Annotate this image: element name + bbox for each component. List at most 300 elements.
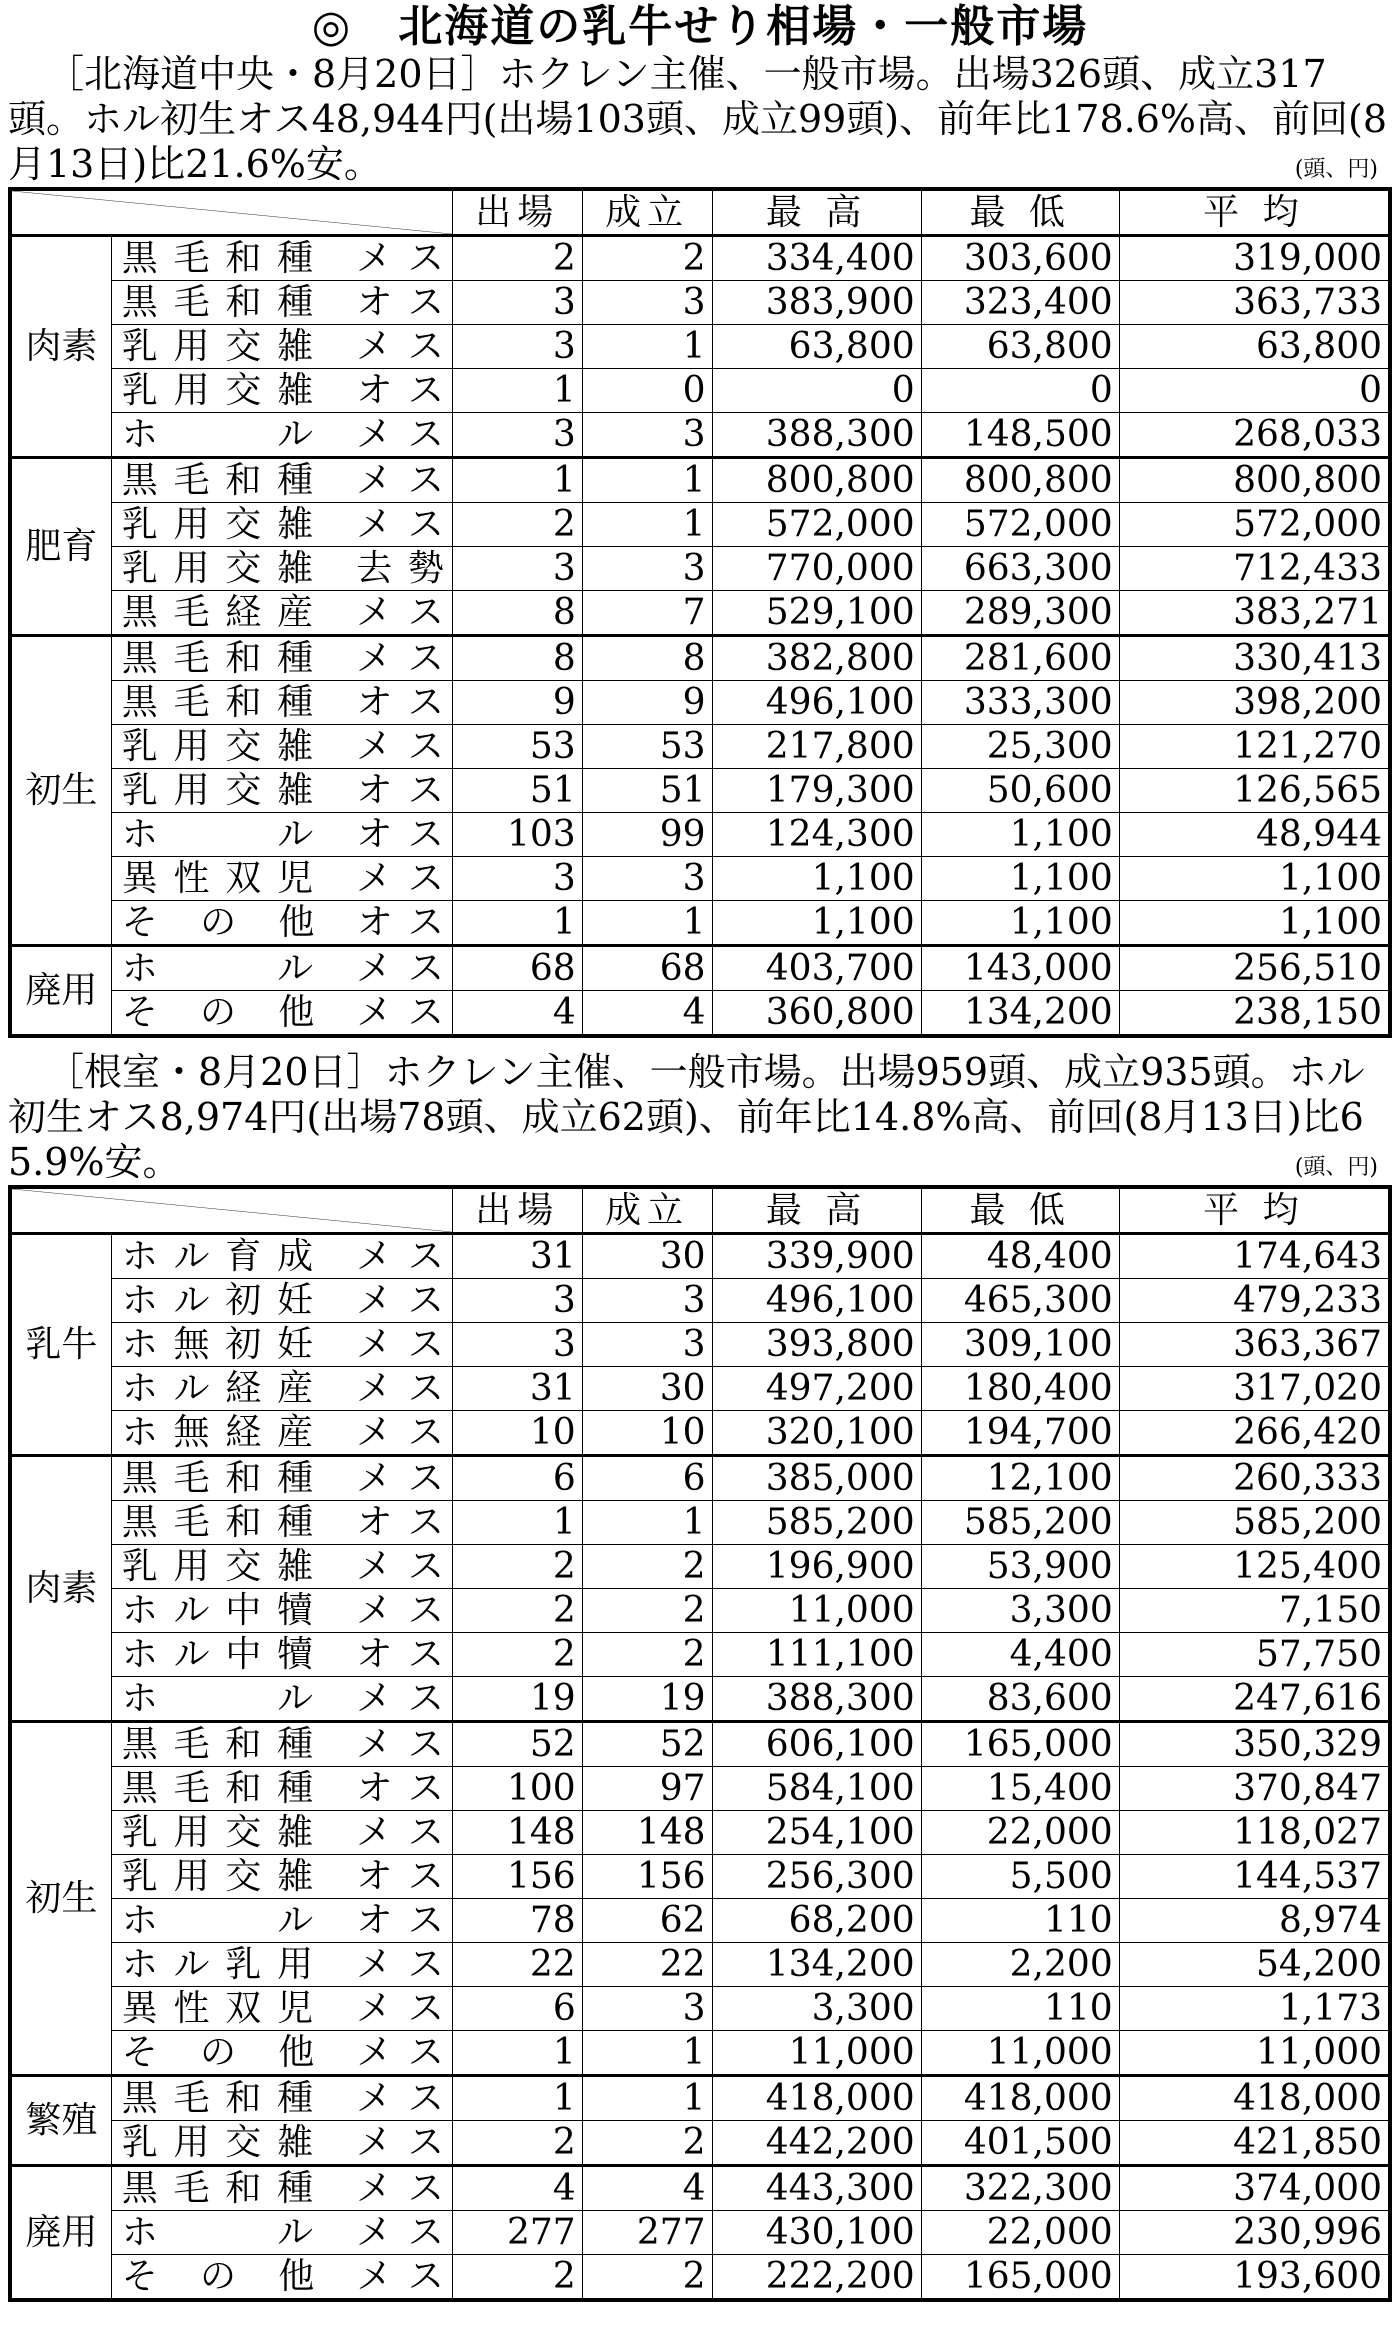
price-high: 800,800: [712, 458, 921, 503]
table-row: [10, 1367, 1390, 1411]
count-sold: 19: [582, 1677, 712, 1722]
table-row: [10, 1456, 1390, 1501]
price-avg: 319,000: [1119, 236, 1390, 281]
table-row: [10, 2255, 1390, 2301]
price-low: 2,200: [921, 1943, 1119, 1987]
price-low: 110: [921, 1899, 1119, 1943]
price-high: 334,400: [712, 236, 921, 281]
table-row: [10, 1589, 1390, 1633]
price-avg: 193,600: [1119, 2255, 1390, 2301]
count-sold: 3: [582, 281, 712, 325]
header-corner-cell: [10, 189, 452, 236]
count-sold: 62: [582, 1899, 712, 1943]
price-low: 572,000: [921, 503, 1119, 547]
count-listed: 2: [452, 1633, 582, 1677]
price-low: 1,100: [921, 813, 1119, 857]
price-low: 48,400: [921, 1234, 1119, 1279]
price-low: 110: [921, 1987, 1119, 2031]
price-high: 217,800: [712, 725, 921, 769]
count-sold: 4: [582, 991, 712, 1037]
item-label: ホル初妊 メス: [111, 1279, 452, 1323]
price-low: 800,800: [921, 458, 1119, 503]
table-row: [10, 1677, 1390, 1722]
item-label: ホ ル メス: [111, 2211, 452, 2255]
column-header: 成立: [582, 189, 712, 236]
price-avg: 383,271: [1119, 591, 1390, 636]
price-low: 180,400: [921, 1367, 1119, 1411]
price-avg: 57,750: [1119, 1633, 1390, 1677]
price-high: 529,100: [712, 591, 921, 636]
count-listed: 53: [452, 725, 582, 769]
count-sold: 156: [582, 1855, 712, 1899]
count-sold: 3: [582, 857, 712, 901]
item-label: 黒毛和種 オス: [111, 1767, 452, 1811]
price-high: 606,100: [712, 1722, 921, 1767]
price-low: 0: [921, 369, 1119, 413]
price-avg: 572,000: [1119, 503, 1390, 547]
price-high: 179,300: [712, 769, 921, 813]
count-listed: 148: [452, 1811, 582, 1855]
table-row: [10, 813, 1390, 857]
count-listed: 3: [452, 325, 582, 369]
count-sold: 68: [582, 946, 712, 991]
count-listed: 10: [452, 1411, 582, 1456]
count-listed: 1: [452, 901, 582, 946]
item-label: 黒毛和種 メス: [111, 236, 452, 281]
price-high: 1,100: [712, 857, 921, 901]
item-label: そ の 他 メス: [111, 991, 452, 1037]
table-row: [10, 236, 1390, 281]
count-listed: 156: [452, 1855, 582, 1899]
count-sold: 2: [582, 236, 712, 281]
price-avg: 230,996: [1119, 2211, 1390, 2255]
count-sold: 4: [582, 2166, 712, 2211]
item-label: 異性双児 メス: [111, 1987, 452, 2031]
price-table: [8, 187, 1392, 1038]
item-label: そ の 他 オス: [111, 901, 452, 946]
price-high: 3,300: [712, 1987, 921, 2031]
count-sold: 3: [582, 547, 712, 591]
count-listed: 1: [452, 369, 582, 413]
count-listed: 4: [452, 991, 582, 1037]
count-listed: 22: [452, 1943, 582, 1987]
price-high: 443,300: [712, 2166, 921, 2211]
table-row: [10, 591, 1390, 636]
price-avg: 126,565: [1119, 769, 1390, 813]
table-row: [10, 281, 1390, 325]
table-row: [10, 857, 1390, 901]
table-row: [10, 369, 1390, 413]
count-listed: 2: [452, 1545, 582, 1589]
count-sold: 9: [582, 681, 712, 725]
count-sold: 1: [582, 503, 712, 547]
price-avg: 54,200: [1119, 1943, 1390, 1987]
price-high: 496,100: [712, 681, 921, 725]
count-listed: 31: [452, 1367, 582, 1411]
price-low: 322,300: [921, 2166, 1119, 2211]
count-sold: 10: [582, 1411, 712, 1456]
price-low: 134,200: [921, 991, 1119, 1037]
table-row: [10, 636, 1390, 681]
count-sold: 2: [582, 1589, 712, 1633]
price-avg: 585,200: [1119, 1501, 1390, 1545]
price-low: 15,400: [921, 1767, 1119, 1811]
count-listed: 1: [452, 2031, 582, 2076]
price-high: 770,000: [712, 547, 921, 591]
price-low: 303,600: [921, 236, 1119, 281]
price-low: 148,500: [921, 413, 1119, 458]
count-listed: 4: [452, 2166, 582, 2211]
item-label: 乳用交雑 去勢: [111, 547, 452, 591]
count-listed: 1: [452, 1501, 582, 1545]
count-listed: 68: [452, 946, 582, 991]
price-avg: 174,643: [1119, 1234, 1390, 1279]
count-listed: 2: [452, 1589, 582, 1633]
table-row: [10, 1987, 1390, 2031]
price-low: 3,300: [921, 1589, 1119, 1633]
price-high: 388,300: [712, 413, 921, 458]
price-low: 53,900: [921, 1545, 1119, 1589]
count-listed: 100: [452, 1767, 582, 1811]
price-high: 360,800: [712, 991, 921, 1037]
price-avg: 330,413: [1119, 636, 1390, 681]
price-low: 323,400: [921, 281, 1119, 325]
price-low: 11,000: [921, 2031, 1119, 2076]
price-high: 196,900: [712, 1545, 921, 1589]
price-high: 254,100: [712, 1811, 921, 1855]
price-low: 22,000: [921, 2211, 1119, 2255]
item-label: そ の 他 メス: [111, 2255, 452, 2301]
price-high: 496,100: [712, 1279, 921, 1323]
table-row: [10, 901, 1390, 946]
item-label: 黒毛経産 メス: [111, 591, 452, 636]
price-low: 289,300: [921, 591, 1119, 636]
item-label: 黒毛和種 メス: [111, 1722, 452, 1767]
price-low: 25,300: [921, 725, 1119, 769]
price-avg: 144,537: [1119, 1855, 1390, 1899]
price-avg: 268,033: [1119, 413, 1390, 458]
price-low: 50,600: [921, 769, 1119, 813]
column-header: 最 低: [921, 189, 1119, 236]
group-label: 繁殖: [10, 2076, 111, 2166]
unit-note: (頭、円): [1294, 1155, 1378, 1180]
table-header-row: [10, 189, 1390, 236]
table-row: [10, 1234, 1390, 1279]
count-listed: 277: [452, 2211, 582, 2255]
column-header: 出場: [452, 189, 582, 236]
price-avg: 350,329: [1119, 1722, 1390, 1767]
unit-note: (頭、円): [1294, 157, 1378, 182]
table-row: [10, 946, 1390, 991]
count-sold: 6: [582, 1456, 712, 1501]
count-listed: 52: [452, 1722, 582, 1767]
count-listed: 3: [452, 281, 582, 325]
price-high: 63,800: [712, 325, 921, 369]
price-avg: 266,420: [1119, 1411, 1390, 1456]
price-avg: 418,000: [1119, 2076, 1390, 2121]
count-sold: 3: [582, 1279, 712, 1323]
table-row: [10, 1411, 1390, 1456]
count-listed: 3: [452, 413, 582, 458]
item-label: 乳用交雑 メス: [111, 1545, 452, 1589]
column-header: 最 高: [712, 189, 921, 236]
price-low: 401,500: [921, 2121, 1119, 2166]
item-label: 乳用交雑 メス: [111, 325, 452, 369]
item-label: ホ ル メス: [111, 1677, 452, 1722]
item-label: 黒毛和種 オス: [111, 281, 452, 325]
count-listed: 103: [452, 813, 582, 857]
item-label: ホル中犢 メス: [111, 1589, 452, 1633]
item-label: ホ無初妊 メス: [111, 1323, 452, 1367]
price-low: 281,600: [921, 636, 1119, 681]
item-label: 乳用交雑 オス: [111, 769, 452, 813]
price-high: 339,900: [712, 1234, 921, 1279]
table-row: [10, 1899, 1390, 1943]
price-high: 442,200: [712, 2121, 921, 2166]
item-label: 乳用交雑 メス: [111, 2121, 452, 2166]
table-row: [10, 1943, 1390, 1987]
price-low: 1,100: [921, 901, 1119, 946]
count-sold: 148: [582, 1811, 712, 1855]
price-avg: 370,847: [1119, 1767, 1390, 1811]
price-avg: 363,367: [1119, 1323, 1390, 1367]
item-label: 黒毛和種 メス: [111, 1456, 452, 1501]
table-row: [10, 681, 1390, 725]
count-listed: 2: [452, 2255, 582, 2301]
price-high: 11,000: [712, 1589, 921, 1633]
price-high: 1,100: [712, 901, 921, 946]
price-low: 165,000: [921, 1722, 1119, 1767]
count-sold: 53: [582, 725, 712, 769]
price-avg: 479,233: [1119, 1279, 1390, 1323]
count-sold: 0: [582, 369, 712, 413]
count-sold: 97: [582, 1767, 712, 1811]
table-row: [10, 2076, 1390, 2121]
price-avg: 363,733: [1119, 281, 1390, 325]
table-row: [10, 1633, 1390, 1677]
column-header: 平 均: [1119, 1187, 1390, 1234]
price-avg: 421,850: [1119, 2121, 1390, 2166]
group-label: 肉素: [10, 236, 111, 458]
count-listed: 19: [452, 1677, 582, 1722]
price-low: 5,500: [921, 1855, 1119, 1899]
item-label: 乳用交雑 メス: [111, 503, 452, 547]
count-sold: 3: [582, 1323, 712, 1367]
count-sold: 99: [582, 813, 712, 857]
count-listed: 6: [452, 1456, 582, 1501]
count-listed: 2: [452, 236, 582, 281]
table-row: [10, 325, 1390, 369]
price-avg: 398,200: [1119, 681, 1390, 725]
price-high: 584,100: [712, 1767, 921, 1811]
count-listed: 9: [452, 681, 582, 725]
item-label: ホル育成 メス: [111, 1234, 452, 1279]
count-sold: 30: [582, 1234, 712, 1279]
count-listed: 8: [452, 636, 582, 681]
table-row: [10, 2211, 1390, 2255]
price-avg: 48,944: [1119, 813, 1390, 857]
price-avg: 118,027: [1119, 1811, 1390, 1855]
group-label: 肥育: [10, 458, 111, 636]
price-avg: 63,800: [1119, 325, 1390, 369]
item-label: 異性双児 メス: [111, 857, 452, 901]
table-row: [10, 1811, 1390, 1855]
column-header: 成立: [582, 1187, 712, 1234]
price-high: 393,800: [712, 1323, 921, 1367]
table-row: [10, 547, 1390, 591]
table-row: [10, 991, 1390, 1037]
count-sold: 277: [582, 2211, 712, 2255]
count-sold: 2: [582, 2121, 712, 2166]
table-header-row: [10, 1187, 1390, 1234]
table-row: [10, 2031, 1390, 2076]
count-sold: 8: [582, 636, 712, 681]
price-high: 68,200: [712, 1899, 921, 1943]
price-low: 165,000: [921, 2255, 1119, 2301]
item-label: ホル乳用 メス: [111, 1943, 452, 1987]
table-row: [10, 1501, 1390, 1545]
price-high: 497,200: [712, 1367, 921, 1411]
table-row: [10, 1722, 1390, 1767]
count-sold: 2: [582, 1633, 712, 1677]
price-high: 256,300: [712, 1855, 921, 1899]
count-listed: 1: [452, 458, 582, 503]
count-listed: 2: [452, 2121, 582, 2166]
column-header: 出場: [452, 1187, 582, 1234]
table-row: [10, 2166, 1390, 2211]
group-label: 廃用: [10, 2166, 111, 2301]
price-low: 83,600: [921, 1677, 1119, 1722]
price-high: 385,000: [712, 1456, 921, 1501]
count-listed: 8: [452, 591, 582, 636]
count-sold: 1: [582, 325, 712, 369]
count-listed: 1: [452, 2076, 582, 2121]
price-high: 124,300: [712, 813, 921, 857]
price-low: 309,100: [921, 1323, 1119, 1367]
column-header: 平 均: [1119, 189, 1390, 236]
table-row: [10, 1545, 1390, 1589]
count-sold: 1: [582, 901, 712, 946]
count-listed: 6: [452, 1987, 582, 2031]
price-low: 1,100: [921, 857, 1119, 901]
price-avg: 121,270: [1119, 725, 1390, 769]
count-sold: 3: [582, 1987, 712, 2031]
price-low: 22,000: [921, 1811, 1119, 1855]
group-label: 乳牛: [10, 1234, 111, 1456]
count-listed: 51: [452, 769, 582, 813]
count-sold: 2: [582, 1545, 712, 1589]
price-high: 320,100: [712, 1411, 921, 1456]
item-label: ホ無経産 メス: [111, 1411, 452, 1456]
price-avg: 712,433: [1119, 547, 1390, 591]
price-avg: 256,510: [1119, 946, 1390, 991]
price-avg: 317,020: [1119, 1367, 1390, 1411]
count-listed: 2: [452, 503, 582, 547]
item-label: 黒毛和種 メス: [111, 458, 452, 503]
price-avg: 800,800: [1119, 458, 1390, 503]
count-sold: 1: [582, 2031, 712, 2076]
group-label: 廃用: [10, 946, 111, 1037]
price-avg: 8,974: [1119, 1899, 1390, 1943]
count-listed: 78: [452, 1899, 582, 1943]
column-header: 最 低: [921, 1187, 1119, 1234]
price-high: 0: [712, 369, 921, 413]
item-label: ホ ル メス: [111, 946, 452, 991]
price-avg: 374,000: [1119, 2166, 1390, 2211]
item-label: ホ ル メス: [111, 413, 452, 458]
price-avg: 1,173: [1119, 1987, 1390, 2031]
count-sold: 30: [582, 1367, 712, 1411]
item-label: 黒毛和種 オス: [111, 681, 452, 725]
item-label: 黒毛和種 メス: [111, 636, 452, 681]
table-row: [10, 1323, 1390, 1367]
price-avg: 11,000: [1119, 2031, 1390, 2076]
item-label: ホル経産 メス: [111, 1367, 452, 1411]
price-high: 134,200: [712, 1943, 921, 1987]
price-avg: 260,333: [1119, 1456, 1390, 1501]
count-sold: 7: [582, 591, 712, 636]
item-label: ホル中犢 オス: [111, 1633, 452, 1677]
price-high: 11,000: [712, 2031, 921, 2076]
price-low: 663,300: [921, 547, 1119, 591]
count-listed: 3: [452, 547, 582, 591]
count-listed: 3: [452, 857, 582, 901]
price-table: [8, 1185, 1392, 2302]
table-row: [10, 1767, 1390, 1811]
count-listed: 3: [452, 1323, 582, 1367]
table-row: [10, 769, 1390, 813]
table-row: [10, 2121, 1390, 2166]
table-row: [10, 1855, 1390, 1899]
price-avg: 0: [1119, 369, 1390, 413]
column-header: 最 高: [712, 1187, 921, 1234]
price-high: 418,000: [712, 2076, 921, 2121]
page-title: ◎ 北海道の乳牛せり相場・一般市場: [311, 1, 1089, 52]
price-high: 430,100: [712, 2211, 921, 2255]
price-avg: 1,100: [1119, 901, 1390, 946]
count-sold: 1: [582, 458, 712, 503]
price-low: 465,300: [921, 1279, 1119, 1323]
price-avg: 7,150: [1119, 1589, 1390, 1633]
price-high: 382,800: [712, 636, 921, 681]
price-low: 585,200: [921, 1501, 1119, 1545]
market-summary: ［北海道中央・8月20日］ホクレン主催、一般市場。出場326頭、成立317頭。ホル初生オス48,944円(出場103頭、成立99頭)、前年比178.6%高、前回(8月13日)比21.6%安。: [8, 52, 1388, 186]
count-sold: 51: [582, 769, 712, 813]
price-low: 194,700: [921, 1411, 1119, 1456]
item-label: 黒毛和種 メス: [111, 2166, 452, 2211]
item-label: 乳用交雑 オス: [111, 1855, 452, 1899]
count-listed: 31: [452, 1234, 582, 1279]
count-sold: 1: [582, 2076, 712, 2121]
market-summary: ［根室・8月20日］ホクレン主催、一般市場。出場959頭、成立935頭。ホル初生オス8,974円(出場78頭、成立62頭)、前年比14.8%高、前回(8月13日)比65.9%安。: [8, 1050, 1365, 1184]
price-avg: 247,616: [1119, 1677, 1390, 1722]
item-label: 乳用交雑 オス: [111, 369, 452, 413]
count-sold: 22: [582, 1943, 712, 1987]
item-label: そ の 他 メス: [111, 2031, 452, 2076]
item-label: ホ ル オス: [111, 1899, 452, 1943]
price-high: 403,700: [712, 946, 921, 991]
table-row: [10, 413, 1390, 458]
price-high: 585,200: [712, 1501, 921, 1545]
price-high: 572,000: [712, 503, 921, 547]
count-sold: 3: [582, 413, 712, 458]
group-label: 初生: [10, 1722, 111, 2076]
count-listed: 3: [452, 1279, 582, 1323]
price-low: 333,300: [921, 681, 1119, 725]
price-avg: 125,400: [1119, 1545, 1390, 1589]
price-high: 388,300: [712, 1677, 921, 1722]
count-sold: 2: [582, 2255, 712, 2301]
